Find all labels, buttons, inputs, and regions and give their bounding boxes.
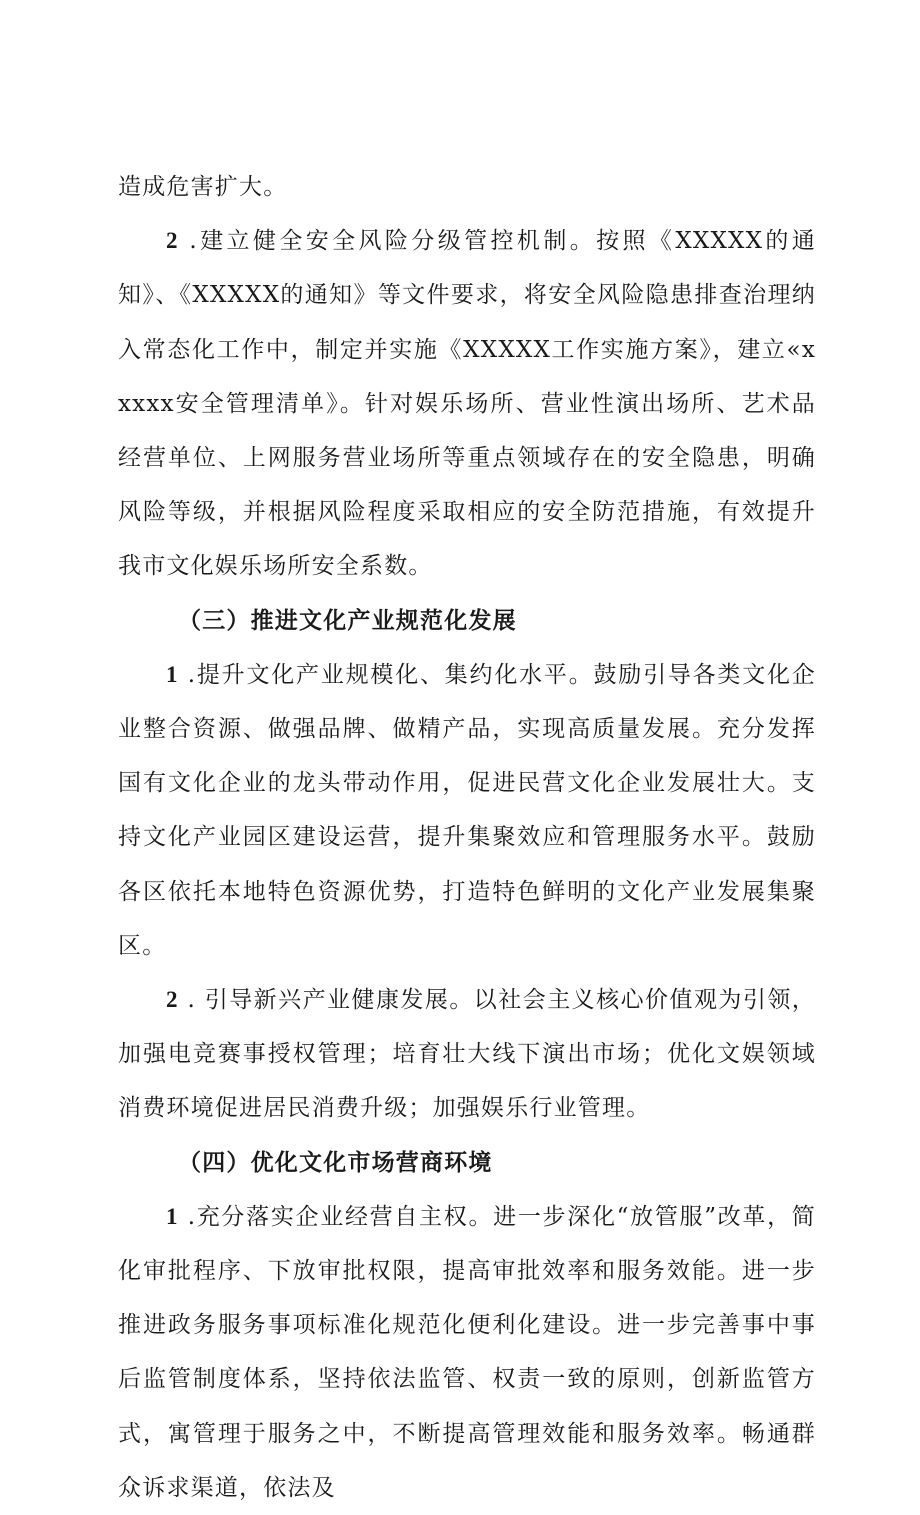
item-number: 1 [166,1203,179,1229]
paragraph-continuation: 造成危害扩大。 [118,174,288,200]
paragraph-text: .充分落实企业经营自主权。进一步深化“放管服”改革，简化审批程序、下放审批权限，提高审批效率和服务效能。进一步推进政务服务事项标准化规范化便利化建设。进一步完善事中事后监管制度体系，坚持依法监管、权责一致的原则，创新监管方式，寓管理于服务之中，不断提高管理效能和服务效率。畅通群众诉求渠道，依法及 [118,1203,816,1501]
paragraph-text: .建立健全安全风险分级管控机制。按照《XXXXX的通知》、《XXXXX的通知》等文件要求，将安全风险隐患排查治理纳入常态化工作中，制定并实施《XXXXX工作实施方案》，建立«xxxxx安全管理清单》。针对娱乐场所、营业性演出场所、艺术品经营单位、上网服务营业场所等重点领域存在的安全隐患，明确风险等级，并根据风险程度采取相应的安全防范措施，有效提升我市文化娱乐场所安全系数。 [118,228,816,580]
section-heading-4: （四）优化文化市场营商环境 [178,1148,493,1176]
item-number: 1 [166,661,179,687]
paragraph-risk-control [118,214,816,593]
paragraph-emerging-industry [118,973,816,1136]
item-number: 2 [166,987,179,1013]
document-body [118,160,816,1515]
paragraph-text: .提升文化产业规模化、集约化水平。鼓励引导各类文化企业整合资源、做强品牌、做精产品，实现高质量发展。充分发挥国有文化企业的龙头带动作用，促进民营文化企业发展壮大。支持文化产业园区建设运营，提升集聚效应和管理服务水平。鼓励各区依托本地特色资源优势，打造特色鲜明的文化产业发展集聚区。 [118,661,816,959]
section-heading-3: （三）推进文化产业规范化发展 [178,606,517,634]
paragraph-industry-scale [118,648,816,973]
paragraph-text: . 引导新兴产业健康发展。以社会主义核心价值观为引领，加强电竞赛事授权管理；培育壮大线下演出市场；优化文娱领域消费环境促进居民消费升级；加强娱乐行业管理。 [118,987,816,1122]
item-number: 2 [166,228,179,254]
paragraph-business-autonomy [118,1190,816,1515]
